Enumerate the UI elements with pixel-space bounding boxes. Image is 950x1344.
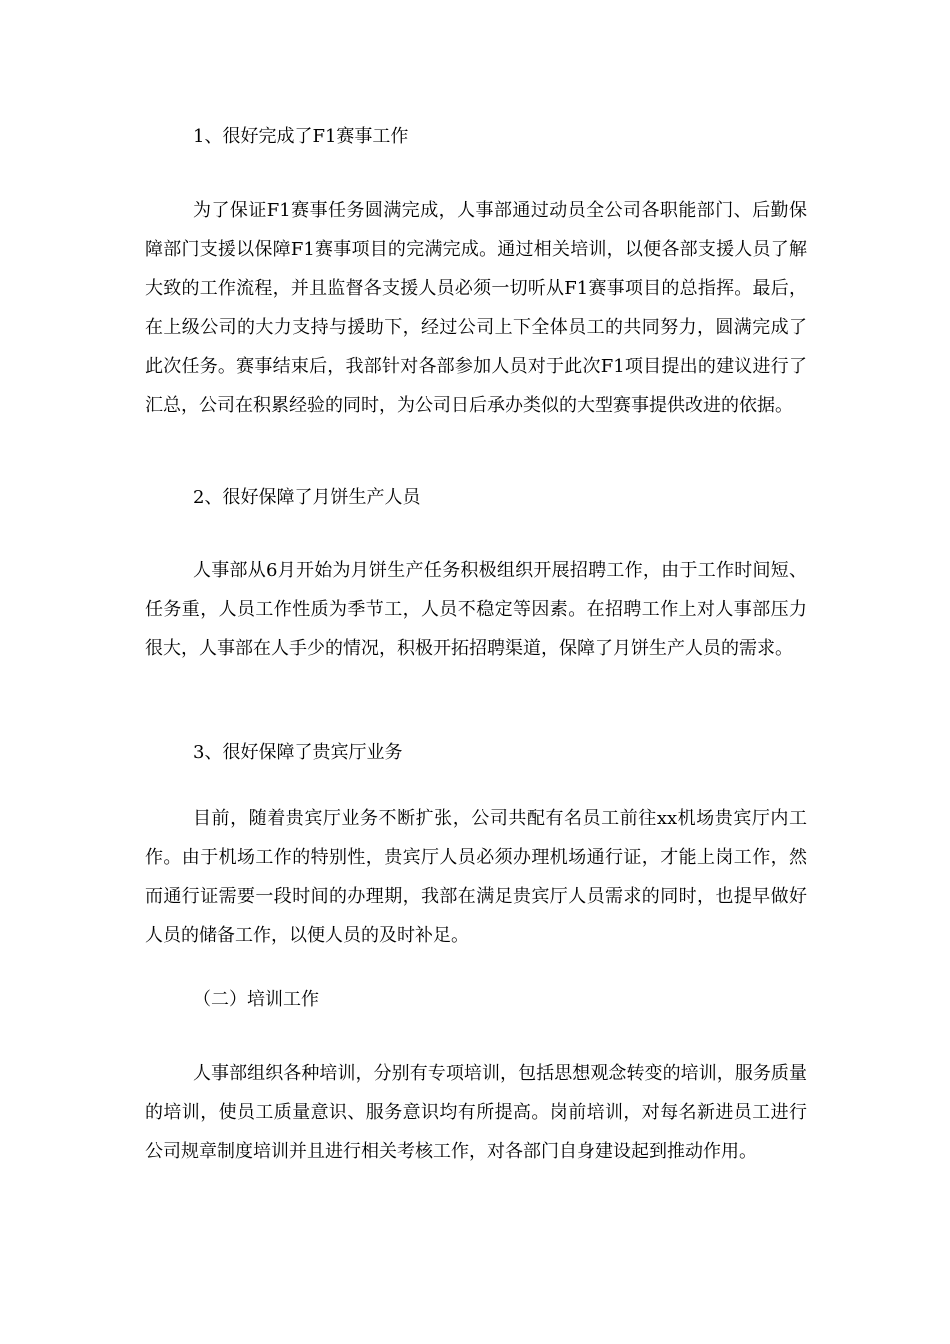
section-heading-f1: 1、很好完成了F1赛事工作 xyxy=(193,126,409,147)
section-paragraph-f1: 为了保证F1赛事任务圆满完成，人事部通过动员全公司各职能部门、后勤保障部门支援以保障F1赛事项目的完满完成。通过相关培训，以便各部支援人员了解大致的工作流程，并且监督各支援人员必须一切听从F1赛事项目的总指挥。最后，在上级公司的大力支持与援助下，经过公司上下全体员工的共同努力，圆满完成了此次任务。赛事结束后，我部针对各部参加人员对于此次F1项目提出的建议进行了汇总，公司在积累经验的同时，为公司日后承办类似的大型赛事提供改进的依据。 xyxy=(145,200,807,416)
section-paragraph-training: 人事部组织各种培训，分别有专项培训，包括思想观念转变的培训，服务质量的培训，使员工质量意识、服务意识均有所提高。岗前培训，对每名新进员工进行公司规章制度培训并且进行相关考核工作，对各部门自身建设起到推动作用。 xyxy=(145,1063,807,1162)
section-paragraph-vip-lounge: 目前，随着贵宾厅业务不断扩张，公司共配有名员工前往xx机场贵宾厅内工作。由于机场工作的特别性，贵宾厅人员必须办理机场通行证，才能上岗工作，然而通行证需要一段时间的办理期，我部在满足贵宾厅人员需求的同时，也提早做好人员的储备工作，以便人员的及时补足。 xyxy=(145,808,807,946)
section-heading-training: （二）培训工作 xyxy=(193,989,319,1010)
section-paragraph-mooncake: 人事部从6月开始为月饼生产任务积极组织开展招聘工作，由于工作时间短、任务重，人员工作性质为季节工，人员不稳定等因素。在招聘工作上对人事部压力很大，人事部在人手少的情况，积极开拓招聘渠道，保障了月饼生产人员的需求。 xyxy=(145,560,807,659)
section-heading-mooncake: 2、很好保障了月饼生产人员 xyxy=(193,487,421,508)
section-heading-vip-lounge: 3、很好保障了贵宾厅业务 xyxy=(193,742,403,763)
